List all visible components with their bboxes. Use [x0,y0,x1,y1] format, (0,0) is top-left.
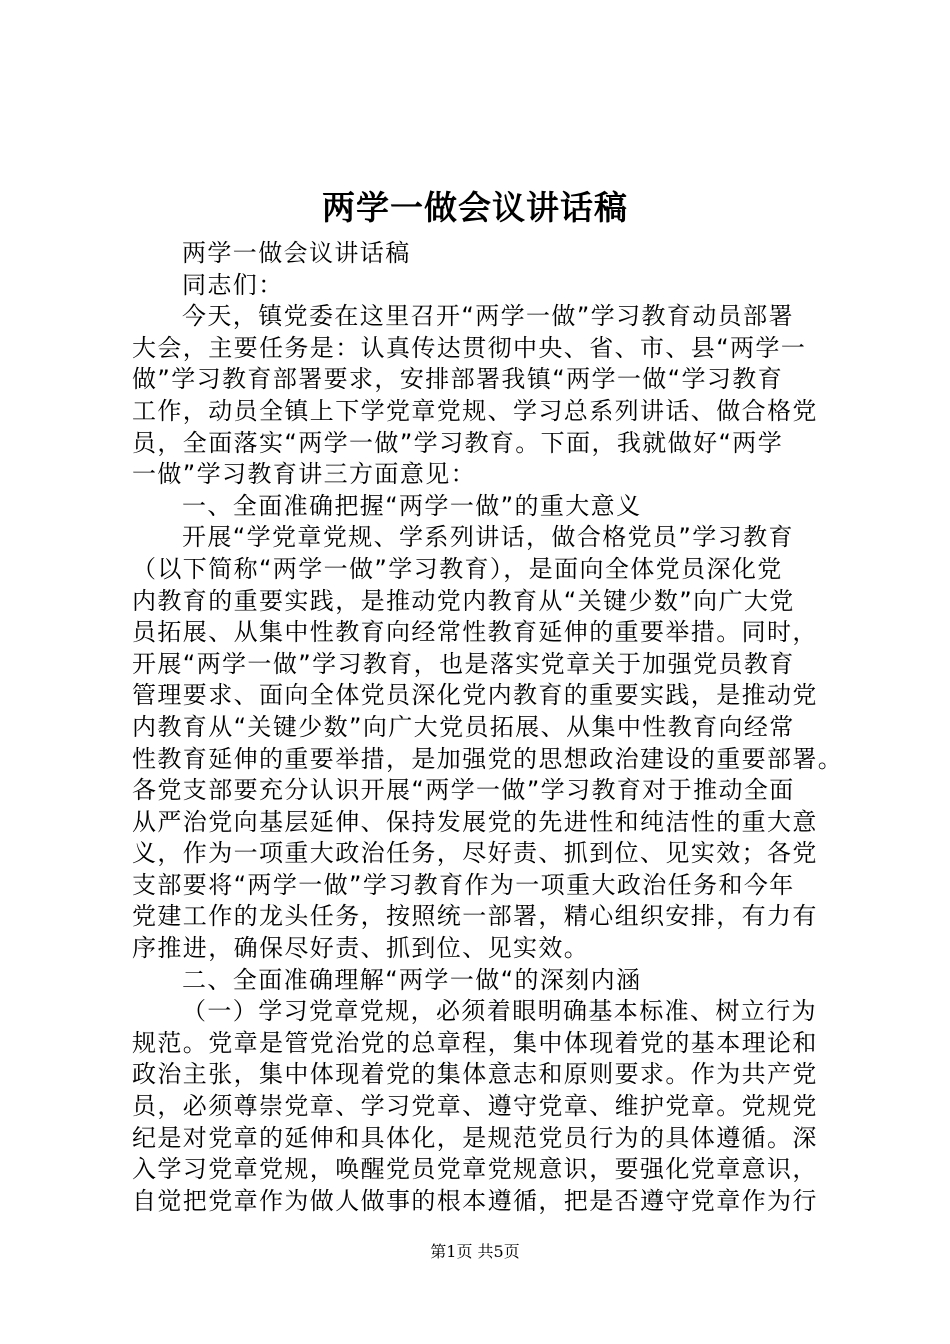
body-line: 员拓展、从集中性教育向经常性教育延伸的重要举措。同时， [132,618,818,647]
body-line: 同志们： [182,270,284,299]
body-line: 一、全面准确把握“两学一做”的重大意义 [182,491,642,520]
body-line: 从严治党向基层延伸、保持发展党的先进性和纯洁性的重大意 [132,807,818,836]
body-line: 二、全面准确理解“两学一做“的深刻内涵 [182,965,642,994]
body-line: 开展“学党章党规、学系列讲话，做合格党员”学习教育 [182,523,794,552]
body-line: 做”学习教育部署要求，安排部署我镇“两学一做“学习教育 [132,365,784,394]
body-line: 党建工作的龙头任务，按照统一部署，精心组织安排，有力有 [132,902,818,931]
body-line: 工作，动员全镇上下学党章党规、学习总系列讲话、做合格党 [132,396,818,425]
body-line: 序推进，确保尽好责、抓到位、见实效。 [132,934,590,963]
body-line: 自觉把党章作为做人做事的根本遵循，把是否遵守党章作为行 [132,1186,818,1215]
body-line: 管理要求、面向全体党员深化党内教育的重要实践，是推动党 [132,681,818,710]
body-line: 义，作为一项重大政治任务，尽好责、抓到位、见实效；各党 [132,839,818,868]
document-body [132,238,844,1217]
body-line: 内教育从“关键少数”向广大党员拓展、从集中性教育向经常 [132,712,795,741]
page-footer: 第1页 共5页 [430,1242,520,1261]
document-title: 两学一做会议讲话稿 [322,188,628,227]
body-line: 开展“两学一做”学习教育，也是落实党章关于加强党员教育 [132,649,795,678]
body-line: 纪是对党章的延伸和具体化，是规范党员行为的具体遵循。深 [132,1123,818,1152]
body-line: （一）学习党章党规，必须着眼明确基本标准、树立行为 [182,997,817,1026]
body-line: 政治主张，集中体现着党的集体意志和原则要求。作为共产党 [132,1060,818,1089]
body-line: 各党支部要充分认识开展“两学一做”学习教育对于推动全面 [132,776,795,805]
body-line: 内教育的重要实践，是推动党内教育从“关键少数”向广大党 [132,586,795,615]
body-line: 员，全面落实“两学一做”学习教育。下面，我就做好“两学 [132,428,784,457]
body-line: 性教育延伸的重要举措，是加强党的思想政治建设的重要部署。 [132,744,844,773]
body-line: 入学习党章党规，唤醒党员党章党规意识，要强化党章意识， [132,1155,818,1184]
body-line: （以下简称“两学一做”学习教育），是面向全体党员深化党 [132,554,783,583]
body-line: 规范。党章是管党治党的总章程，集中体现着党的基本理论和 [132,1028,818,1057]
body-line: 大会，主要任务是：认真传达贯彻中央、省、市、县“两学一 [132,333,807,362]
body-line: 支部要将“两学一做”学习教育作为一项重大政治任务和今年 [132,870,795,899]
body-line: 两学一做会议讲话稿 [182,239,411,267]
body-line: 员，必须尊崇党章、学习党章、遵守党章、维护党章。党规党 [132,1092,818,1121]
body-line: 今天，镇党委在这里召开“两学一做”学习教育动员部署 [182,302,794,331]
body-line: 一做”学习教育讲三方面意见： [132,460,477,489]
